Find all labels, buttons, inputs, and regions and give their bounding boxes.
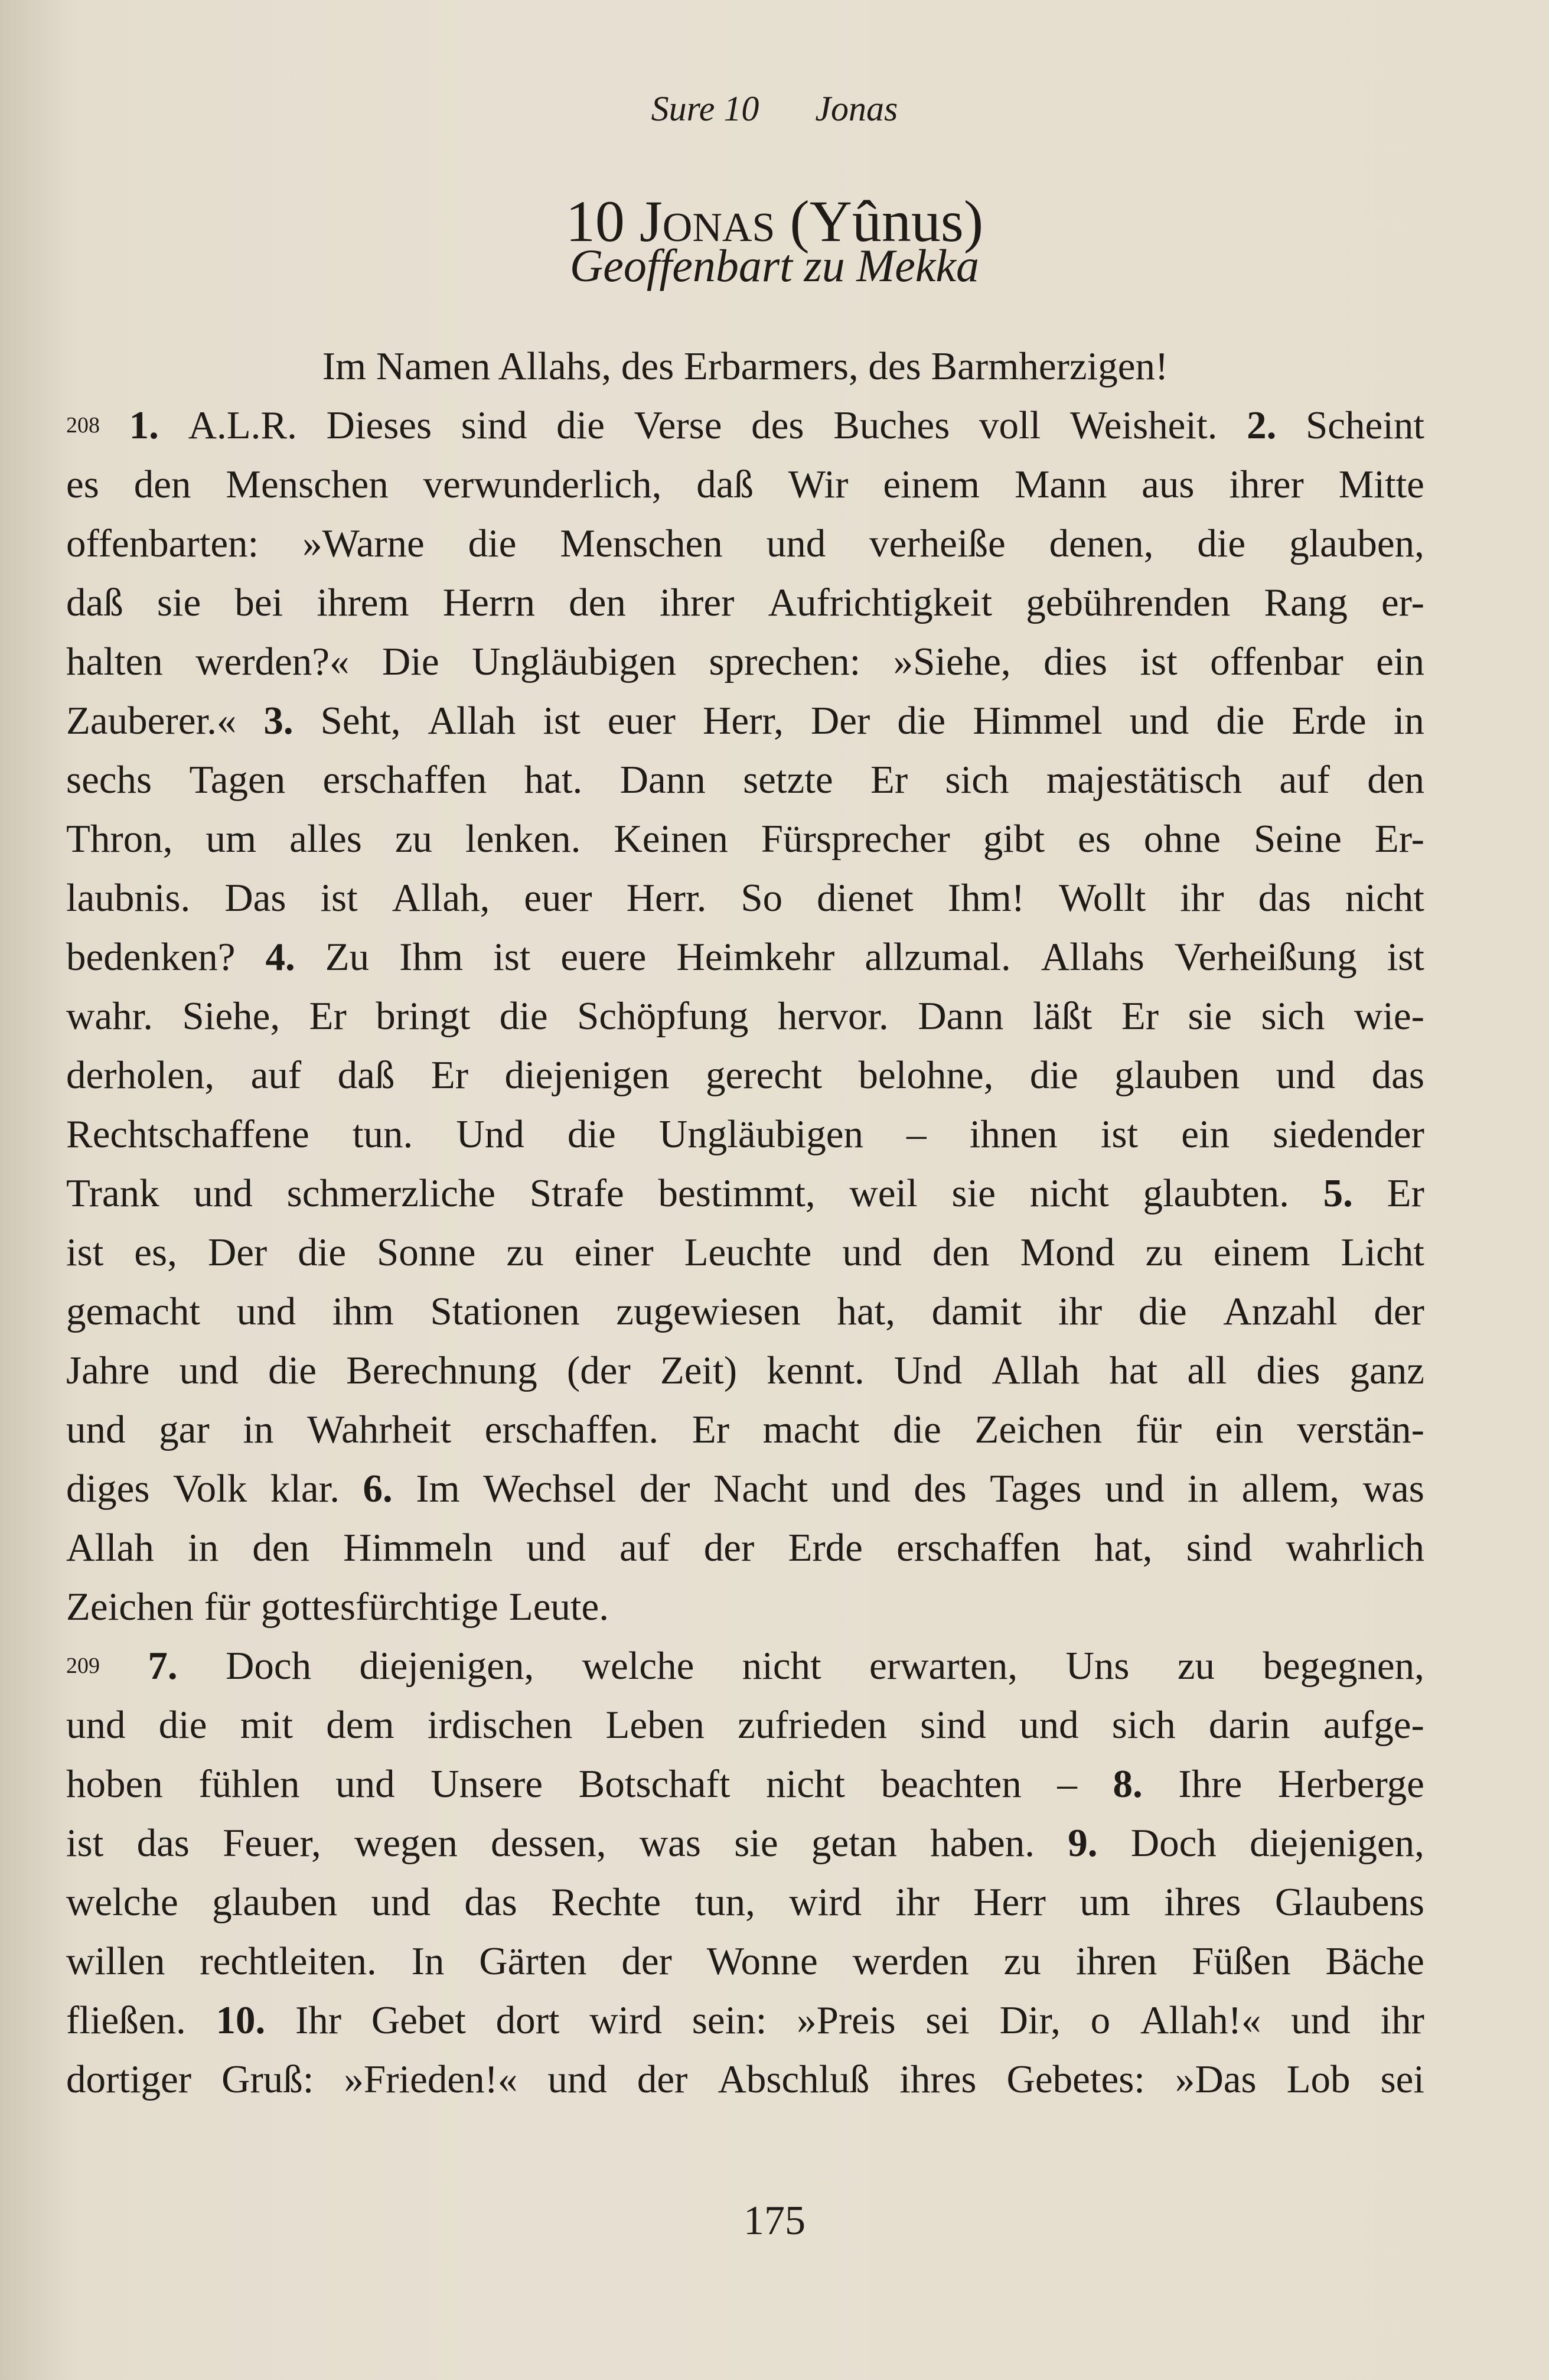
marginal-reference: 209 bbox=[66, 1653, 100, 1678]
text-line: offenbarten: »Warne die Menschen und verheiße denen, die glauben, bbox=[66, 522, 1424, 565]
text-line: Zeichen für gottesfürchtige Leute. bbox=[66, 1585, 609, 1629]
text-line: derholen, auf daß Er diejenigen gerecht belohne, die glauben und das bbox=[66, 1053, 1424, 1097]
marginal-reference: 208 bbox=[66, 413, 100, 438]
text-line: Trank und schmerzliche Strafe bestimmt, weil sie nicht glaubten. 5. Er bbox=[66, 1171, 1424, 1215]
text-line: gemacht und ihm Stationen zugewiesen hat, damit ihr die Anzahl der bbox=[66, 1290, 1424, 1333]
text-line: Thron, um alles zu lenken. Keinen Fürsprecher gibt es ohne Seine Er- bbox=[66, 817, 1424, 861]
text-line: Rechtschaffene tun. Und die Ungläubigen – ihnen ist ein siedender bbox=[66, 1112, 1424, 1156]
paragraph-2 bbox=[66, 1636, 1424, 2109]
running-header bbox=[0, 89, 1549, 129]
text-line: willen rechtleiten. In Gärten der Wonne werden zu ihren Füßen Bäche bbox=[66, 1939, 1424, 1983]
sura-number: 10 bbox=[565, 188, 625, 254]
text-line: daß sie bei ihrem Herrn den ihrer Aufrichtigkeit gebührenden Rang er- bbox=[66, 581, 1424, 624]
text-line: diges Volk klar. 6. Im Wechsel der Nacht und des Tages und in allem, was bbox=[66, 1467, 1424, 1510]
running-header-name: Jonas bbox=[815, 89, 898, 128]
text-line: es den Menschen verwunderlich, daß Wir einem Mann aus ihrer Mitte bbox=[66, 463, 1424, 506]
sura-arabic-name: (Yûnus) bbox=[790, 188, 984, 254]
page-number: 175 bbox=[743, 2198, 806, 2244]
text-line: fließen. 10. Ihr Gebet dort wird sein: »Preis sei Dir, o Allah!« und ihr bbox=[66, 1998, 1424, 2042]
basmala: Im Namen Allahs, des Erbarmers, des Barmherzigen! bbox=[322, 344, 1169, 388]
paragraph-1 bbox=[66, 396, 1424, 1636]
text-line: hoben fühlen und Unsere Botschaft nicht beachten – 8. Ihre Herberge bbox=[66, 1762, 1424, 1806]
running-header-sura: Sure 10 bbox=[651, 89, 759, 128]
text-line: und gar in Wahrheit erschaffen. Er macht die Zeichen für ein verstän- bbox=[66, 1408, 1424, 1451]
text-line: laubnis. Das ist Allah, euer Herr. So dienet Ihm! Wollt ihr das nicht bbox=[66, 876, 1424, 920]
text-line: 209 7. Doch diejenigen, welche nicht erwarten, Uns zu begegnen, bbox=[66, 1636, 1424, 1695]
text-line: wahr. Siehe, Er bringt die Schöpfung hervor. Dann läßt Er sie sich wie- bbox=[66, 994, 1424, 1038]
text-line: bedenken? 4. Zu Ihm ist euere Heimkehr allzumal. Allahs Verheißung ist bbox=[66, 935, 1424, 979]
text-line: ist das Feuer, wegen dessen, was sie getan haben. 9. Doch diejenigen, bbox=[66, 1821, 1424, 1865]
text-line: ist es, Der die Sonne zu einer Leuchte und den Mond zu einem Licht bbox=[66, 1230, 1424, 1274]
text-line: sechs Tagen erschaffen hat. Dann setzte Er sich majestätisch auf den bbox=[66, 758, 1424, 802]
revelation-place: Geoffenbart zu Mekka bbox=[569, 240, 980, 291]
sura-name: Jonas bbox=[639, 188, 775, 254]
text-line: Jahre und die Berechnung (der Zeit) kennt. Und Allah hat all dies ganz bbox=[66, 1349, 1424, 1392]
body-text bbox=[66, 337, 1424, 2109]
text-line: 208 1. A.L.R. Dieses sind die Verse des Buches voll Weisheit. 2. Scheint bbox=[66, 396, 1424, 455]
text-line: Zauberer.« 3. Seht, Allah ist euer Herr, Der die Himmel und die Erde in bbox=[66, 699, 1424, 743]
text-line: dortiger Gruß: »Frieden!« und der Abschluß ihres Gebetes: »Das Lob sei bbox=[66, 2057, 1424, 2101]
text-line: welche glauben und das Rechte tun, wird ihr Herr um ihres Glaubens bbox=[66, 1880, 1424, 1924]
text-line: und die mit dem irdischen Leben zufrieden sind und sich darin aufge- bbox=[66, 1703, 1424, 1747]
text-line: halten werden?« Die Ungläubigen sprechen: »Siehe, dies ist offenbar ein bbox=[66, 640, 1424, 683]
text-line: Allah in den Himmeln und auf der Erde erschaffen hat, sind wahrlich bbox=[66, 1526, 1424, 1570]
